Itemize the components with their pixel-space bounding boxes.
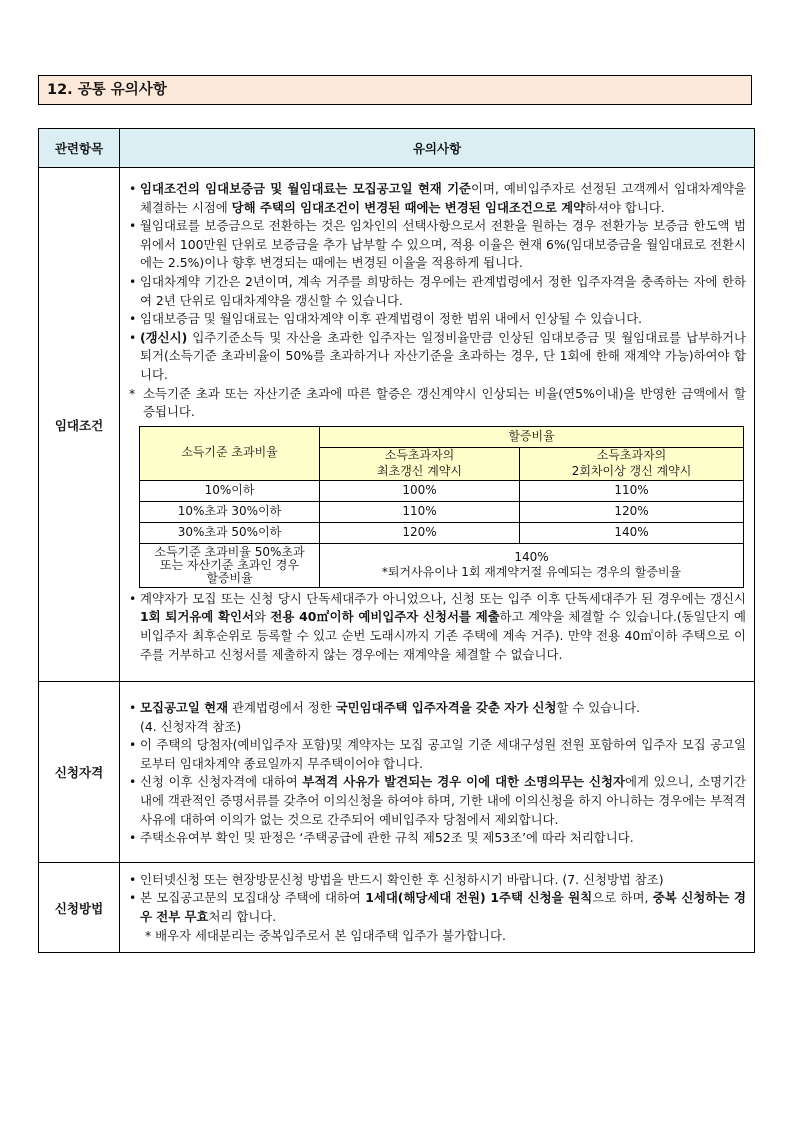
text-run: 본 모집공고문의 모집대상 주택에 대하여 [140,890,366,906]
surcharge-table [139,426,744,588]
table-row [140,543,744,587]
category-rental: 임대조건 [39,168,120,682]
table-cell: 100% [320,480,520,501]
row-rental [39,168,755,682]
table-cell: 140% [520,522,744,543]
table-header-row [39,129,755,168]
table-cell: 140% *퇴거사유이나 1회 재계약거절 유예되는 경우의 할증비율 [320,543,744,587]
section-title: 12. 공통 유의사항 [38,75,752,105]
list-item [129,773,746,829]
emphasis-text: 당해 주택의 임대조건이 변경된 때에는 변경된 임대조건으로 계약 [231,199,586,215]
table-row [140,501,744,522]
list-item [129,180,746,217]
method-list [129,871,746,927]
method-note: * 배우자 세대분리는 중복입주로서 본 임대주택 입주가 불가합니다. [145,927,506,943]
list-item [129,217,746,273]
table-cell: 110% [520,480,744,501]
list-item [129,329,746,385]
notice-table [38,128,755,953]
text-run: 계약자가 모집 또는 신청 당시 단독세대주가 아니었으나, 신청 또는 입주 이후 단독세대주가 된 경우에는 갱신시 [140,590,746,606]
table-cell: 10%이하 [140,480,320,501]
emphasis-text: (갱신시) [140,329,188,345]
list-item [129,273,746,310]
emphasis-text: 1세대(해당세대 전원) 1주택 신청을 원칙 [365,890,593,906]
method-content [120,862,755,952]
emphasis-text: 임대조건의 임대보증금 및 월임대료는 모집공고일 현재 기준 [140,181,472,196]
category-eligibility: 신청자격 [39,682,120,863]
emphasis-text: 1회 퇴거유예 확인서 [140,609,254,625]
col-surcharge-group: 할증비율 [320,426,744,447]
note-mark: * [129,385,136,401]
list-item [129,699,746,718]
text-run: 으로 하며, [592,890,653,906]
emphasis-text: 부적격 사유가 발견되는 경우 이에 대한 소명의무는 신청자 [302,774,625,790]
eligibility-reference: (4. 신청자격 참조) [140,718,242,734]
col-income-ratio: 소득기준 초과비율 [140,426,320,480]
category-method: 신청방법 [39,862,120,952]
header-category: 관련항목 [39,129,120,168]
text-run: 하셔야 합니다. [585,199,665,215]
list-item [129,736,746,773]
text-run: 월임대료를 보증금으로 전환하는 것은 임차인의 선택사항으로서 전환을 원하는 경우 전환가능 보증금 한도액 범위에서 100만원 단위로 보증금을 추가 납부할 수 있으며, 적용 이율은 현재 6%(임대보증금을 월임대료로 전환시에는 2.5%)이나 향후 변경되는 때에는 변경된 이율을 적용하게 됩니다. [140,218,746,271]
text-run: 이며, 예비입주자로 선정된 고객께서 임대차계약을 체결하는 시점에 [140,181,746,215]
text-run: 이 주택의 당첨자(예비입주자 포함)및 계약자는 모집 공고일 기준 세대구성원 전원 포함하여 입주자 모집 공고일로부터 임대차계약 종료일까지 무주택이어야 합니다. [140,737,746,771]
list-item [129,829,746,848]
list-item [129,871,746,890]
text-run: 신청 이후 신청자격에 대하여 [140,774,303,790]
emphasis-text: 국민임대주택 입주자격을 갖춘 자가 신청 [335,700,557,716]
surcharge-header-row [140,426,744,447]
text-run: 인터넷신청 또는 현장방문신청 방법을 반드시 확인한 후 신청하시기 바랍니다. (7. 신청방법 참조) [140,871,664,887]
table-cell: 30%초과 50%이하 [140,522,320,543]
rental-content [120,168,755,682]
surcharge-note [129,385,746,422]
text-run: 주택소유여부 확인 및 판정은 ‘주택공급에 관한 규칙 제52조 및 제53조’에 따라 처리합니다. [140,830,634,846]
table-cell: 110% [320,501,520,522]
text-run: 임대보증금 및 월임대료는 임대차계약 이후 관계법령이 정한 범위 내에서 인상될 수 있습니다. [140,311,643,327]
list-item [129,310,746,329]
row-method [39,862,755,952]
rental-list [129,180,746,385]
col-first-renewal: 소득초과자의 최초갱신 계약시 [320,447,520,480]
table-cell: 120% [520,501,744,522]
table-cell: 120% [320,522,520,543]
text-run: 처리 합니다. [208,909,277,925]
table-row [140,480,744,501]
text-run: 하고 계약을 체결할 수 있습니다.(동일단지 예비입주자 최후순위로 등록할 수 있고 순번 도래시까지 기존 주택에 계속 거주). 만약 전용 40㎡이하 주택으로 이주를 거부하고 신청서를 제출하지 않는 경우에는 재계약을 체결할 수 없습니다. [140,609,746,662]
text-run: 임대차계약 기간은 2년이며, 계속 거주를 희망하는 경우에는 관계법령에서 정한 입주자격을 충족하는 자에 한하여 2년 단위로 임대차계약을 갱신할 수 있습니다. [140,273,746,308]
emphasis-text: 중복 신청하는 경우 전부 무효 [140,890,746,925]
text-run: 관계법령에서 정한 [228,700,336,716]
table-cell: 소득기준 초과비율 50%초과 또는 자산기준 초과인 경우 할증비율 [140,543,320,587]
row-eligibility [39,682,755,863]
eligibility-content [120,682,755,863]
eligibility-list-2 [129,736,746,848]
list-item [129,590,746,664]
text-run: 입주기준소득 및 자산을 초과한 입주자는 일정비율만큼 인상된 임대보증금 및 월임대료를 납부하거나 퇴거(소득기준 초과비율이 50%를 초과하거나 자산기준을 초과하는 경우, 단 1회에 한해 재계약 가능)하여야 합니다. [140,329,746,382]
table-cell: 10%초과 30%이하 [140,501,320,522]
text-run: 와 [253,609,271,625]
table-row [140,522,744,543]
emphasis-text: 전용 40㎡이하 예비입주자 신청서를 제출 [270,609,500,625]
text-run: 에게 있으니, 소명기간 내에 객관적인 증명서류를 갖추어 이의신청을 하여야 하며, 기한 내에 이의신청을 하지 아니하는 경우에는 부적격 사유에 대하여 이의가 없는 것으로 간주되어 예비입주자 당첨에서 제외합니다. [140,774,747,827]
emphasis-text: 모집공고일 현재 [140,700,229,716]
header-notes: 유의사항 [120,129,755,168]
list-item [129,889,746,926]
col-second-renewal: 소득초과자의 2회차이상 갱신 계약시 [520,447,744,480]
eligibility-list [129,699,746,718]
note-text: 소득기준 초과 또는 자산기준 초과에 따른 할증은 갱신계약시 인상되는 비율(연5%이내)을 반영한 금액에서 할증됩니다. [143,385,746,420]
rental-list-final [129,590,746,664]
text-run: 할 수 있습니다. [556,700,641,716]
